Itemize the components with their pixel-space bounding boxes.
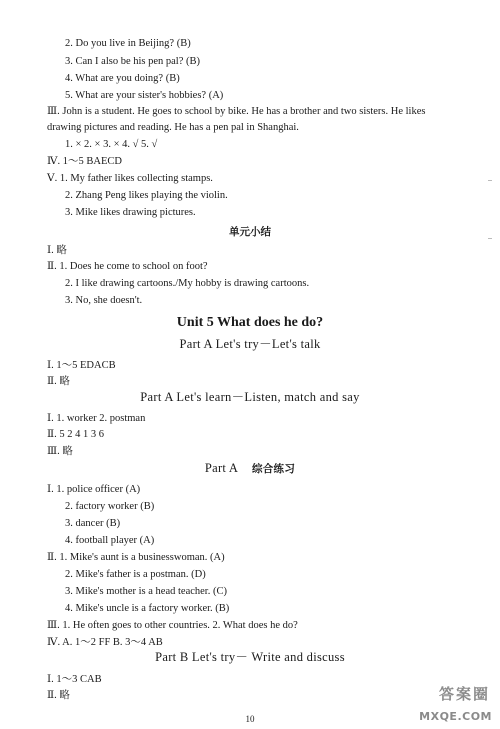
answer-line: Ⅲ. John is a student. He goes to school by bike. He has a brother and two sisters. He likes: [47, 106, 426, 117]
answer-line: Ⅰ. 1～5 EDACB: [47, 360, 116, 371]
answer-line: Ⅰ. 1～3 CAB: [47, 674, 102, 685]
unit-title: Unit 5 What does he do?: [176, 315, 324, 330]
answer-line: 4. Mike's uncle is a factory worker. (B): [65, 603, 230, 614]
answer-line: Ⅴ. 1. My father likes collecting stamps.: [47, 173, 213, 184]
section-title: 综合练习: [251, 463, 296, 475]
watermark-logo: [402, 683, 494, 723]
answer-line: 2. factory worker (B): [65, 501, 155, 512]
answer-line: Ⅱ. 略: [47, 690, 70, 701]
margin-mark: [488, 238, 492, 239]
answer-line: 4. football player (A): [65, 535, 155, 546]
answer-line: Ⅱ. 1. Mike's aunt is a businesswoman. (A): [47, 552, 225, 563]
answer-line: Ⅳ. 1～5 BAECD: [47, 156, 122, 167]
answer-line: 3. No, she doesn't.: [65, 295, 143, 306]
margin-mark: [488, 180, 492, 181]
answer-line: 4. What are you doing? (B): [65, 73, 180, 84]
page-number: 10: [245, 714, 255, 724]
answer-line: Ⅱ. 5 2 4 1 3 6: [47, 429, 105, 440]
answer-line: 2. Zhang Peng likes playing the violin.: [65, 190, 228, 201]
answer-line: drawing pictures and reading. He has a pen pal in Shanghai.: [47, 122, 299, 133]
section-title: 单元小结: [229, 226, 271, 238]
part-label: Part A: [204, 461, 239, 475]
answer-line: 3. dancer (B): [65, 518, 121, 529]
answer-line: 2. I like drawing cartoons./My hobby is drawing cartoons.: [65, 278, 310, 289]
answer-line: Ⅰ. 1. worker 2. postman: [47, 413, 146, 424]
part-title: Part A Let's try－Let's talk: [179, 337, 321, 351]
answer-line: 3. Mike likes drawing pictures.: [65, 207, 196, 218]
answer-line: Ⅲ. 略: [47, 446, 73, 457]
answer-line: Ⅰ. 略: [47, 245, 67, 256]
answer-line: 1. × 2. × 3. × 4. √ 5. √: [65, 139, 158, 150]
answer-line: 5. What are your sister's hobbies? (A): [65, 90, 224, 101]
answer-line: Ⅱ. 略: [47, 376, 70, 387]
part-title: [0, 460, 500, 477]
answer-line: Ⅱ. 1. Does he come to school on foot?: [47, 261, 208, 272]
answer-line: Ⅲ. 1. He often goes to other countries. 2. What does he do?: [47, 620, 298, 631]
part-title: Part B Let's try－ Write and discuss: [155, 650, 345, 664]
watermark-bottom-text: MXQE.COM: [419, 710, 492, 723]
answer-line: 3. Mike's mother is a head teacher. (C): [65, 586, 227, 597]
answer-line: Ⅰ. 1. police officer (A): [47, 484, 141, 495]
part-title: Part A Let's learn－Listen, match and say: [140, 390, 360, 404]
watermark-top-text: 答案圈: [438, 685, 490, 703]
answer-line: Ⅳ. A. 1～2 FF B. 3～4 AB: [47, 637, 163, 648]
answer-line: 2. Do you live in Beijing? (B): [65, 38, 191, 49]
answer-line: 3. Can I also be his pen pal? (B): [65, 56, 201, 67]
answer-line: 2. Mike's father is a postman. (D): [65, 569, 206, 580]
